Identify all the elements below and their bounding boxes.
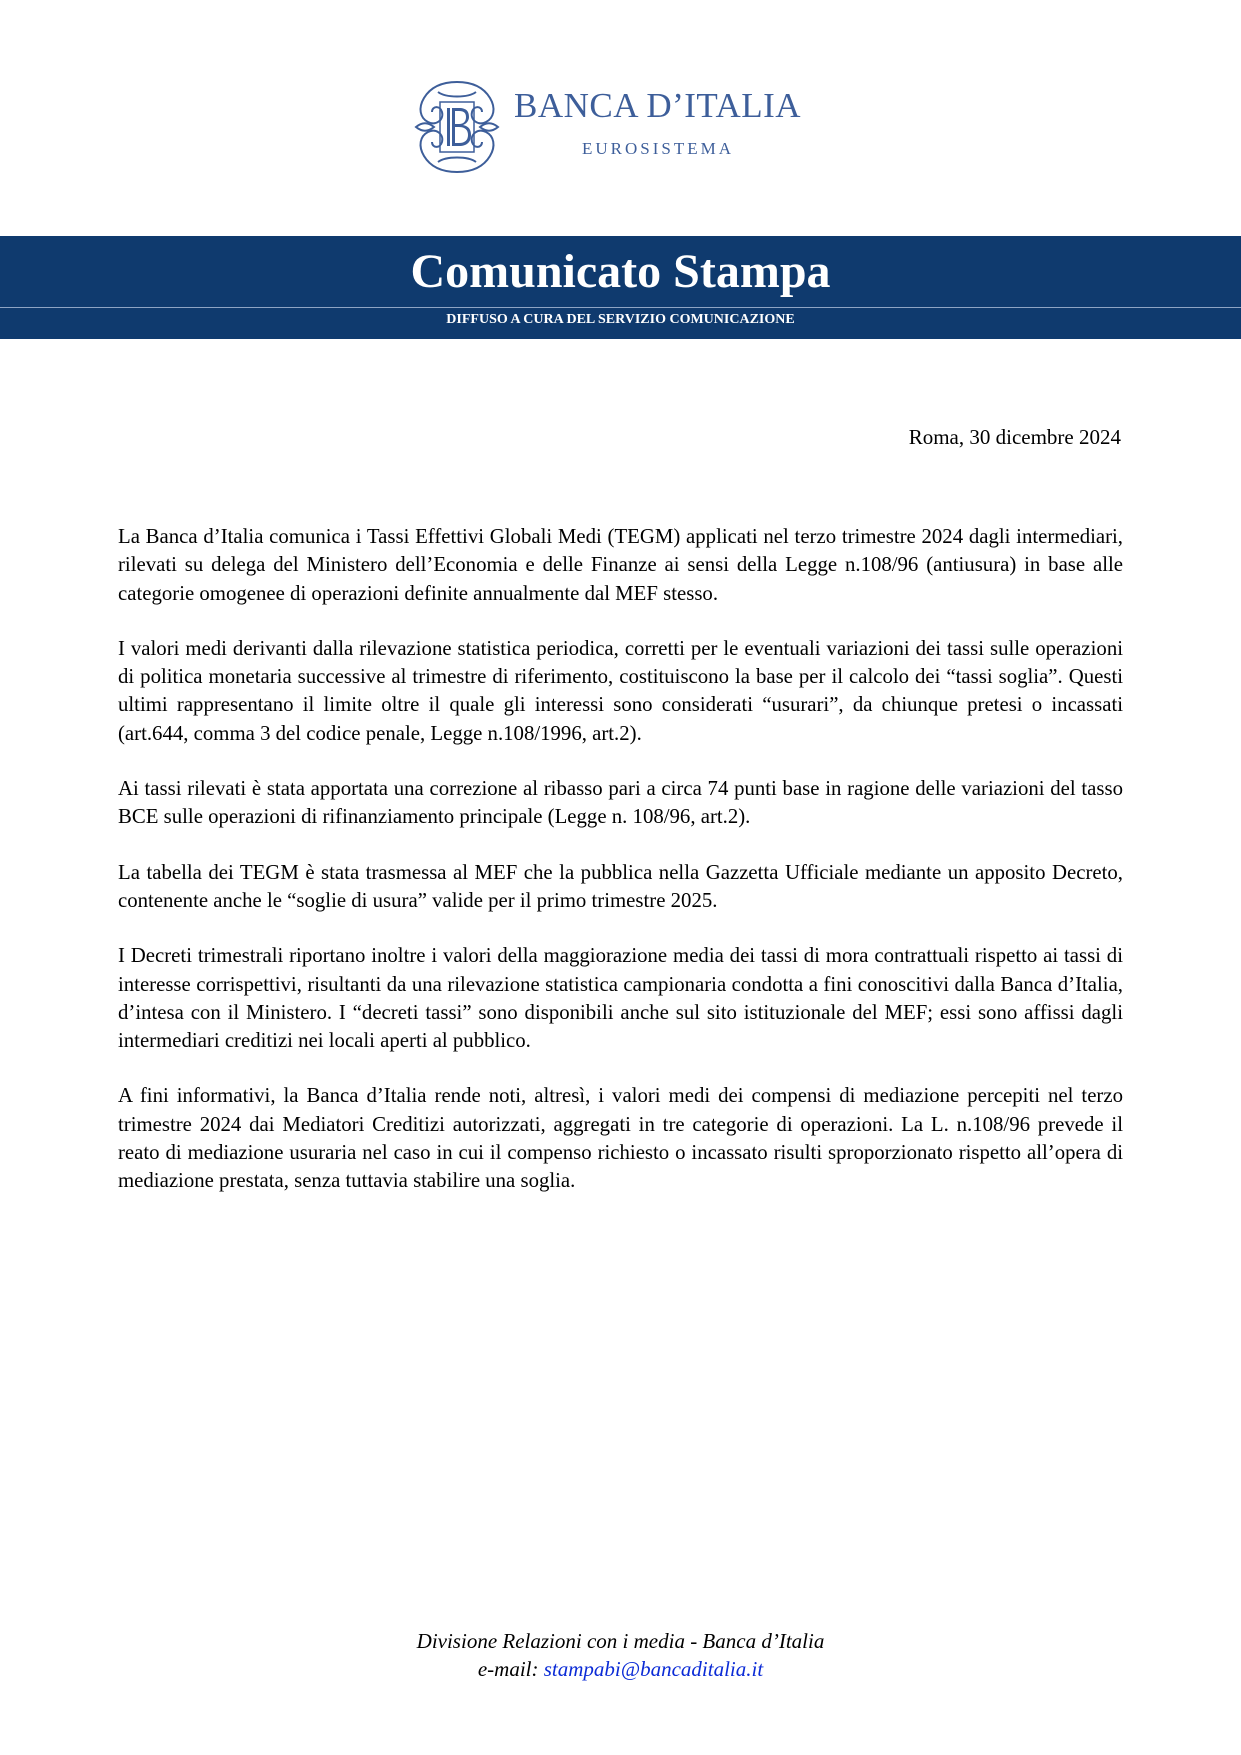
logo-name: BANCA D’ITALIA (514, 86, 802, 125)
paragraph: Ai tassi rilevati è stata apportata una correzione al ribasso pari a circa 74 punti base in ragione delle variazioni del tasso BCE sulle operazioni di rifinanziamento principale (Legge n. 108/96, art.2). (118, 777, 1123, 829)
paragraph: La tabella dei TEGM è stata trasmessa al MEF che la pubblica nella Gazzetta Ufficiale mediante un apposito Decreto, contenente anche le “soglie di usura” valide per il primo trimestre 2025. (118, 860, 1123, 912)
document-date: Roma, 30 dicembre 2024 (908, 425, 1121, 449)
paragraph: I valori medi derivanti dalla rilevazione statistica periodica, corretti per le eventuali variazioni dei tassi sulle operazioni di politica monetaria successive al trimestre di riferimento, costituiscono la base per il calcolo dei “tassi soglia”. Questi ultimi rappresentano il limite oltre il quale gli interessi sono considerati “usurari”, da chiunque pretesi o incassati (art.644, comma 3 del codice penale, Legge n.108/1996, art.2). (118, 636, 1123, 745)
banner-divider (0, 307, 1241, 308)
bank-logo (410, 78, 840, 178)
banner-subtitle: DIFFUSO A CURA DEL SERVIZIO COMUNICAZIONE (446, 312, 795, 327)
footer-email-line (0, 1655, 1241, 1683)
bank-emblem-icon (410, 78, 504, 176)
document-footer (0, 1627, 1241, 1683)
banner-title: Comunicato Stampa (410, 245, 831, 298)
footer-email-link[interactable]: stampabi@bancaditalia.it (543, 1657, 764, 1681)
paragraph: A fini informativi, la Banca d’Italia rende noti, altresì, i valori medi dei compensi di mediazione percepiti nel terzo trimestre 2024 dai Mediatori Creditizi autorizzati, aggregati in tre categorie di operazioni. La L. n.108/96 prevede il reato di mediazione usuraria nel caso in cui il compenso richiesto o incassato risulti sproporzionato rispetto all’opera di mediazione prestata, senza tuttavia stabilire una soglia. (118, 1084, 1123, 1193)
document-body (118, 523, 1123, 1223)
footer-division: Divisione Relazioni con i media - Banca d’Italia (416, 1629, 825, 1653)
paragraph: La Banca d’Italia comunica i Tassi Effettivi Globali Medi (TEGM) applicati nel terzo trimestre 2024 dagli intermediari, rilevati su delega del Ministero dell’Economia e delle Finanze ai sensi della Legge n.108/96 (antiusura) in base alle categorie omogenee di operazioni definite annualmente dal MEF stesso. (118, 525, 1123, 605)
paragraph: I Decreti trimestrali riportano inoltre i valori della maggiorazione media dei tassi di mora contrattuali rispetto ai tassi di interesse corrispettivi, risultanti da una rilevazione statistica campionaria condotta a fini conoscitivi dalla Banca d’Italia, d’intesa con il Ministero. I “decreti tassi” sono disponibili anche sul sito istituzionale del MEF; essi sono affissi dagli intermediari creditizi nei locali aperti al pubblico. (118, 944, 1123, 1053)
logo-subtitle: EUROSISTEMA (582, 139, 735, 158)
footer-email-label: e-mail: (477, 1657, 539, 1681)
press-release-banner (0, 236, 1241, 339)
